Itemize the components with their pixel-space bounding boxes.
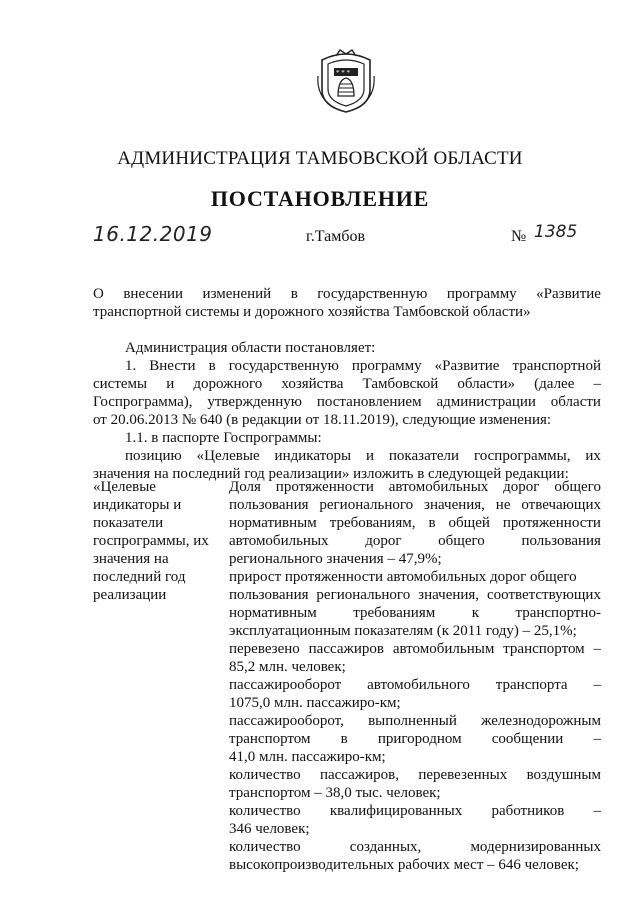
table-right-word: модернизированных bbox=[470, 839, 601, 855]
table-right-line bbox=[229, 586, 601, 604]
table-left-column bbox=[93, 478, 223, 604]
item1-word: и bbox=[166, 376, 175, 392]
table-right-line bbox=[229, 676, 601, 694]
table-right-word: транспортом bbox=[229, 731, 311, 747]
table-right-word: автомобильного bbox=[367, 677, 470, 693]
table-right-line bbox=[229, 640, 601, 658]
table-right-word: значения, bbox=[418, 587, 480, 603]
item1-word: – bbox=[593, 376, 601, 392]
table-right-word: пользования bbox=[521, 533, 601, 549]
table-right-line bbox=[229, 838, 601, 856]
table-right-line bbox=[229, 730, 601, 748]
position-line-1 bbox=[125, 447, 601, 465]
table-right-word: пригородном bbox=[377, 731, 462, 747]
table-right-word: созданных, bbox=[349, 839, 422, 855]
subject-word: государственную bbox=[317, 286, 428, 302]
table-right-word: регионального bbox=[316, 587, 411, 603]
item1-word: в bbox=[208, 358, 216, 374]
item1-word: программу bbox=[351, 358, 422, 374]
table-right-word: общей bbox=[448, 515, 490, 531]
table-right-word: пользования bbox=[229, 587, 309, 603]
table-right-word: 346 человек; bbox=[229, 821, 310, 837]
position-word: госпрограммы, bbox=[474, 448, 571, 464]
table-right-word: количество bbox=[229, 803, 301, 819]
item1-word: утвержденную bbox=[207, 394, 302, 410]
table-right-word: требованиям, bbox=[329, 515, 416, 531]
table-right-word: дорог bbox=[503, 479, 540, 495]
item1-word: государственную bbox=[228, 358, 339, 374]
table-right-word: требованиям bbox=[353, 605, 436, 621]
table-right-word: пользования bbox=[229, 497, 309, 513]
table-right-word: Доля bbox=[229, 479, 261, 495]
table-right-word: транспортом – 38,0 тыс. человек; bbox=[229, 785, 441, 801]
item1-word: (далее bbox=[534, 376, 575, 392]
document-number: 1385 bbox=[534, 222, 578, 242]
table-right-word: 85,2 млн. человек; bbox=[229, 659, 346, 675]
table-right-word: протяженности bbox=[275, 479, 374, 495]
table-right-line bbox=[229, 802, 601, 820]
item1-word: 1. bbox=[125, 358, 137, 374]
intro-line: Администрация области постановляет: bbox=[125, 340, 376, 356]
table-right-line bbox=[229, 514, 601, 532]
item1-word: Внести bbox=[149, 358, 196, 374]
item1-word: постановлением bbox=[316, 394, 422, 410]
table-right-word: перевезено bbox=[229, 641, 300, 657]
subject-word: изменений bbox=[202, 286, 272, 302]
table-right-word: количество bbox=[229, 839, 301, 855]
table-right-line bbox=[229, 820, 310, 838]
table-right-word: эксплуатационным показателям (к 2011 году) – 25,1%; bbox=[229, 623, 577, 639]
table-right-word: протяженности bbox=[502, 515, 601, 531]
table-right-word: отвечающих bbox=[521, 497, 601, 513]
subject-line-1 bbox=[93, 285, 601, 303]
table-right-word: воздушным bbox=[526, 767, 601, 783]
table-right-word: нормативным bbox=[229, 605, 317, 621]
table-right-line bbox=[229, 766, 601, 784]
table-right-word: пассажирооборот, bbox=[229, 713, 344, 729]
table-right-line bbox=[229, 478, 601, 496]
position-word: их bbox=[585, 448, 601, 464]
table-right-word: пассажиров, bbox=[319, 767, 400, 783]
table-left-line: реализации bbox=[93, 587, 167, 603]
table-left-line: «Целевые bbox=[93, 479, 156, 495]
item1-word: области» bbox=[457, 376, 516, 392]
table-right-line bbox=[229, 622, 577, 640]
table-right-word: квалифицированных bbox=[329, 803, 463, 819]
item1-line-2 bbox=[93, 375, 601, 393]
table-right-word: железнодорожным bbox=[481, 713, 601, 729]
table-right-word: нормативным bbox=[229, 515, 317, 531]
table-right-word: дорог bbox=[365, 533, 402, 549]
table-right-word: сообщении bbox=[491, 731, 564, 747]
item1-word: транспортной bbox=[512, 358, 601, 374]
table-right-word: автомобильным bbox=[392, 641, 495, 657]
table-right-word: значения, bbox=[424, 497, 485, 513]
table-right-word: перевезенных bbox=[418, 767, 508, 783]
table-right-word: пассажирооборот bbox=[229, 677, 342, 693]
table-right-word: автомобильных bbox=[388, 479, 489, 495]
table-right-word: 41,0 млн. пассажиро-км; bbox=[229, 749, 386, 765]
table-right-word: – bbox=[593, 677, 601, 693]
item11-line: 1.1. в паспорте Госпрограммы: bbox=[125, 430, 322, 446]
item1-word: системы bbox=[93, 376, 148, 392]
item1-word: Тамбовской bbox=[362, 376, 439, 392]
table-right-word: 1075,0 млн. пассажиро-км; bbox=[229, 695, 401, 711]
table-right-word: – bbox=[593, 803, 601, 819]
table-right-line bbox=[229, 748, 386, 766]
table-right-word: не bbox=[495, 497, 511, 513]
svg-text:* * *: * * * bbox=[336, 69, 350, 77]
item1-word: области bbox=[550, 394, 601, 410]
table-right-word: соответствующих bbox=[486, 587, 601, 603]
document-type-title: ПОСТАНОВЛЕНИЕ bbox=[210, 186, 430, 211]
table-right-word: к bbox=[471, 605, 479, 621]
position-word: индикаторы bbox=[274, 448, 352, 464]
item1-line-4: от 20.06.2013 № 640 (в редакции от 18.11.2019), следующие изменения: bbox=[93, 412, 552, 428]
table-left-line: показатели bbox=[93, 515, 164, 531]
table-right-line bbox=[229, 856, 579, 874]
subject-word: О bbox=[93, 286, 104, 302]
table-right-word: общего bbox=[554, 479, 601, 495]
table-right-word: общего bbox=[438, 533, 485, 549]
table-right-word: пассажиров bbox=[308, 641, 384, 657]
table-left-line: индикаторы и bbox=[93, 497, 182, 513]
position-line-2: значения на последний год реализации» изложить в следующей редакции: bbox=[93, 466, 569, 482]
table-right-word: прирост протяженности автомобильных дорог общего bbox=[229, 569, 577, 585]
table-right-word: в bbox=[428, 515, 436, 531]
table-right-word: – bbox=[593, 641, 601, 657]
table-left-line: последний год bbox=[93, 569, 186, 585]
item1-word: «Развитие bbox=[434, 358, 500, 374]
document-city: г.Тамбов bbox=[306, 228, 366, 245]
tambov-coat-of-arms-icon bbox=[314, 46, 378, 114]
table-right-line bbox=[229, 568, 577, 586]
table-right-word: автомобильных bbox=[229, 533, 329, 549]
table-right-line bbox=[229, 550, 442, 568]
table-right-word: транспортно- bbox=[515, 605, 601, 621]
position-word: и bbox=[365, 448, 374, 464]
document-date: 16.12.2019 bbox=[93, 222, 213, 246]
position-word: позицию bbox=[125, 448, 182, 464]
table-right-word: выполненный bbox=[368, 713, 457, 729]
table-right-word: количество bbox=[229, 767, 301, 783]
table-right-line bbox=[229, 784, 441, 802]
item1-word: Госпрограмма), bbox=[93, 394, 193, 410]
table-right-word: регионального bbox=[319, 497, 414, 513]
item1-line-1 bbox=[125, 357, 601, 375]
organization-title: АДМИНИСТРАЦИЯ ТАМБОВСКОЙ ОБЛАСТИ bbox=[117, 148, 523, 169]
table-right-line bbox=[229, 658, 346, 676]
document-number-label: № bbox=[511, 228, 527, 245]
table-right-word: транспорта bbox=[495, 677, 568, 693]
table-right-word: регионального значения – 47,9%; bbox=[229, 551, 442, 567]
subject-word: программу bbox=[446, 286, 517, 302]
item1-word: хозяйства bbox=[281, 376, 344, 392]
table-left-line: госпрограммы, их bbox=[93, 533, 209, 549]
table-left-line: значения на bbox=[93, 551, 169, 567]
table-right-line bbox=[229, 694, 401, 712]
subject-line-2: транспортной системы и дорожного хозяйства Тамбовской области» bbox=[93, 304, 531, 320]
table-right-word: работников bbox=[491, 803, 565, 819]
table-right-line bbox=[229, 712, 601, 730]
item1-line-3 bbox=[93, 393, 601, 411]
item1-word: администрации bbox=[436, 394, 536, 410]
item1-word: дорожного bbox=[193, 376, 263, 392]
position-word: показатели bbox=[388, 448, 460, 464]
table-right-line bbox=[229, 604, 601, 622]
table-right-line bbox=[229, 496, 601, 514]
subject-word: «Развитие bbox=[536, 286, 601, 302]
table-right-word: высокопроизводительных рабочих мест – 646 человек; bbox=[229, 857, 579, 873]
table-right-word: транспортом bbox=[503, 641, 585, 657]
table-right-line bbox=[229, 532, 601, 550]
position-word: «Целевые bbox=[196, 448, 260, 464]
table-right-word: – bbox=[593, 731, 601, 747]
subject-word: внесении bbox=[123, 286, 184, 302]
subject-word: в bbox=[290, 286, 298, 302]
table-right-word: в bbox=[340, 731, 348, 747]
